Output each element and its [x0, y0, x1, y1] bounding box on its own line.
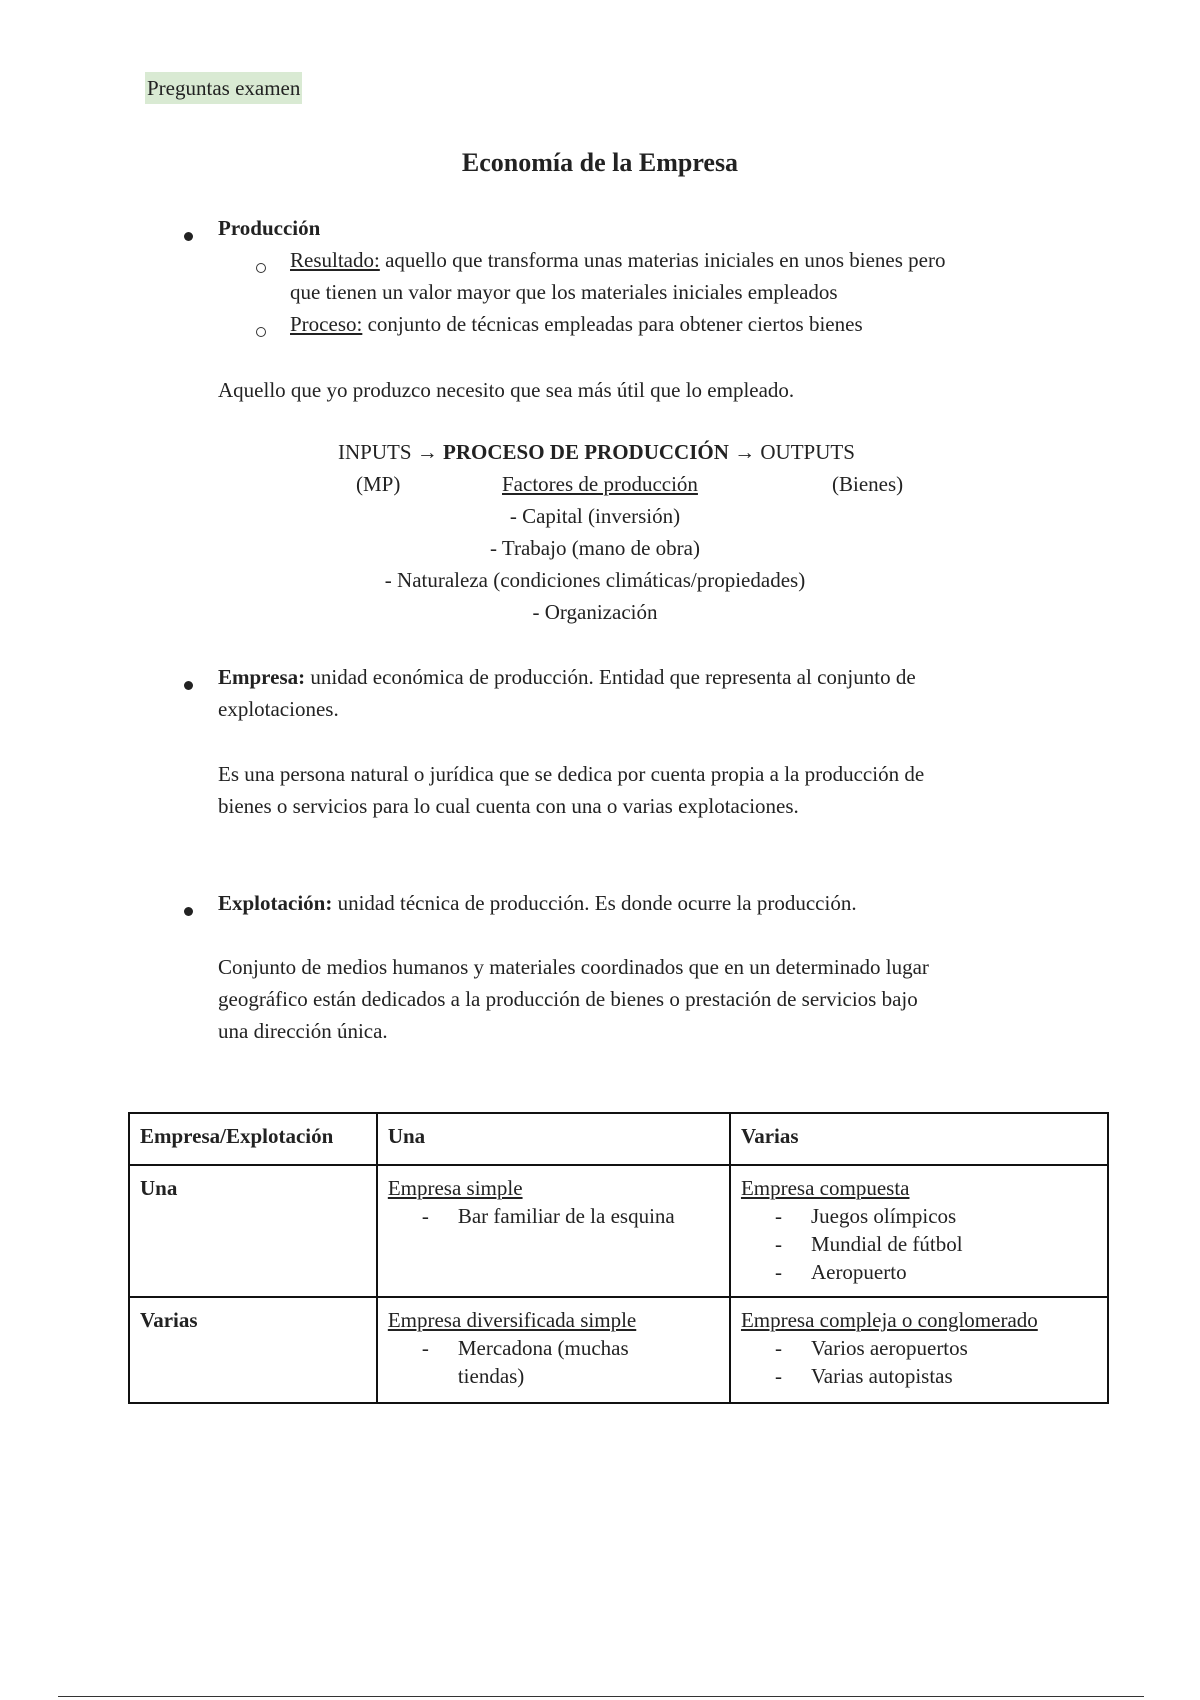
- table-row: [129, 1165, 1108, 1297]
- empresa-paragraph-1: Es una persona natural o jurídica que se dedica por cuenta propia a la producción de: [218, 762, 925, 786]
- cell-title: Empresa diversificada simple: [387, 1308, 637, 1332]
- empresa-explotacion-table: [128, 1112, 1109, 1404]
- bullet-dot: [184, 897, 193, 922]
- outputs-label: → OUTPUTS: [734, 440, 855, 464]
- table-cell: [730, 1297, 1108, 1403]
- tag-label: Preguntas examen: [145, 72, 302, 104]
- empresa-definition: [218, 661, 916, 693]
- table-cell: [730, 1165, 1108, 1297]
- explotacion-paragraph-2: geográfico están dedicados a la producción de bienes o prestación de servicios bajo: [218, 987, 918, 1011]
- mp-label: (MP): [356, 472, 401, 496]
- list-item: - Aeropuerto: [774, 1260, 907, 1284]
- resultado-text: aquello que transforma unas materias iniciales en unos bienes pero: [379, 248, 946, 272]
- sub-bullet-circle: [256, 318, 266, 343]
- empresa-text: unidad económica de producción. Entidad que representa al conjunto de: [305, 665, 916, 689]
- cell-title: Empresa compleja o conglomerado: [740, 1308, 1038, 1332]
- table-row: [129, 1297, 1108, 1403]
- list-item: - Varios aeropuertos: [774, 1336, 968, 1360]
- proceso-label: PROCESO DE PRODUCCIÓN: [443, 440, 729, 464]
- empresa-definition-cont: explotaciones.: [218, 697, 339, 721]
- table-header-cell: Una: [377, 1113, 730, 1165]
- sub-item-resultado: [290, 244, 945, 276]
- factor-naturaleza: - Naturaleza (condiciones climáticas/propiedades): [384, 568, 806, 592]
- produccion-note: Aquello que yo produzco necesito que sea más útil que lo empleado.: [218, 378, 795, 402]
- page-title: Economía de la Empresa: [461, 148, 739, 177]
- table-cell: [377, 1165, 730, 1297]
- bottom-divider: [58, 1696, 1144, 1697]
- factor-trabajo: - Trabajo (mano de obra): [490, 536, 700, 560]
- table-header-cell: Empresa/Explotación: [129, 1113, 377, 1165]
- table-header-cell: Varias: [730, 1113, 1108, 1165]
- cell-title: Empresa compuesta: [740, 1176, 910, 1200]
- list-item: - Mercadona (muchas tiendas): [421, 1336, 629, 1388]
- list-item: - Bar familiar de la esquina: [421, 1204, 675, 1228]
- bienes-label: (Bienes): [832, 472, 904, 496]
- sub-item-resultado-cont: que tienen un valor mayor que los materiales iniciales empleados: [290, 280, 838, 304]
- factores-label: Factores de producción: [502, 472, 698, 496]
- proceso-text: conjunto de técnicas empleadas para obtener ciertos bienes: [362, 312, 863, 336]
- inputs-label: INPUTS →: [338, 440, 438, 464]
- bullet-dot: [184, 671, 193, 696]
- list-item: - Juegos olímpicos: [774, 1204, 957, 1228]
- cell-title: Empresa simple: [387, 1176, 523, 1200]
- factor-organizacion: - Organización: [532, 600, 658, 624]
- list-item: - Mundial de fútbol: [774, 1232, 963, 1256]
- section-heading-produccion: Producción: [218, 216, 321, 240]
- explotacion-paragraph-3: una dirección única.: [218, 1019, 388, 1043]
- table-row-label: Varias: [129, 1297, 377, 1403]
- diagram-flow: [338, 436, 855, 468]
- proceso-label: Proceso:: [290, 312, 363, 336]
- bullet-dot: [184, 222, 193, 247]
- list-item: - Varias autopistas: [774, 1364, 953, 1388]
- resultado-label: Resultado:: [290, 248, 380, 272]
- factor-capital: - Capital (inversión): [509, 504, 681, 528]
- table-header-row: [129, 1113, 1108, 1165]
- empresa-heading: Empresa:: [218, 665, 306, 689]
- explotacion-heading: Explotación:: [218, 891, 333, 915]
- explotacion-definition: [218, 887, 857, 919]
- explotacion-paragraph-1: Conjunto de medios humanos y materiales coordinados que en un determinado lugar: [218, 955, 929, 979]
- table-row-label: Una: [129, 1165, 377, 1297]
- sub-bullet-circle: [256, 254, 266, 279]
- sub-item-proceso: [290, 308, 863, 340]
- table-cell: [377, 1297, 730, 1403]
- explotacion-text: unidad técnica de producción. Es donde ocurre la producción.: [332, 891, 857, 915]
- empresa-paragraph-2: bienes o servicios para lo cual cuenta con una o varias explotaciones.: [218, 794, 799, 818]
